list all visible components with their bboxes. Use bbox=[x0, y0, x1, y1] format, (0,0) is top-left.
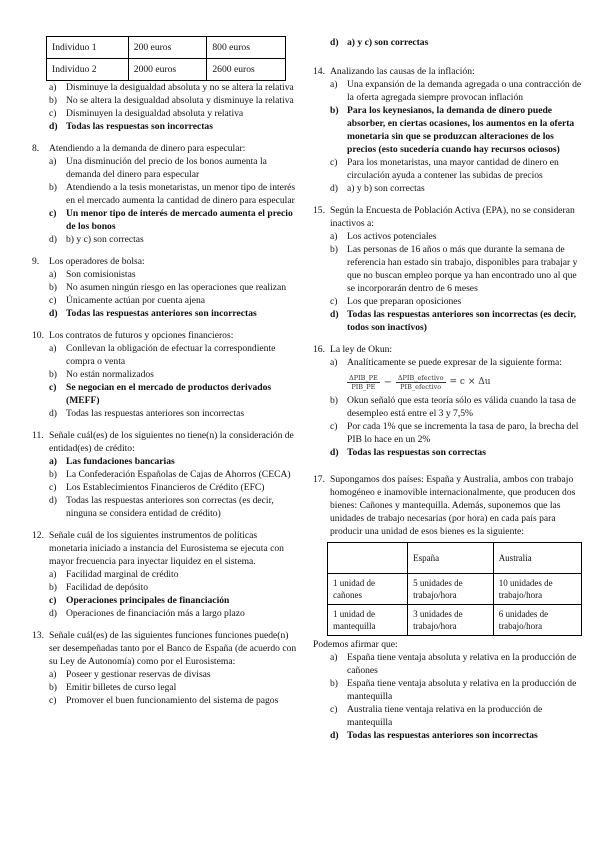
option-letter: b) bbox=[49, 182, 57, 193]
option bbox=[32, 468, 297, 481]
question bbox=[313, 204, 585, 334]
question-text: Según la Encuesta de Población Activa (EPA), no se consideran inactivos a: bbox=[330, 205, 575, 229]
option bbox=[32, 342, 297, 368]
table-cell: 800 euros bbox=[207, 37, 286, 59]
option-letter: c) bbox=[49, 482, 57, 493]
option-letter: c) bbox=[49, 382, 57, 393]
option bbox=[313, 104, 585, 156]
question-lead: Podemos afirmar que: bbox=[313, 639, 398, 650]
option bbox=[32, 668, 297, 681]
option-text: Emitir billetes de curso legal bbox=[66, 682, 177, 693]
table-cell: 3 unidades de trabajo/hora bbox=[408, 605, 494, 636]
question-number: 15. bbox=[313, 205, 325, 216]
option-text: Todas las respuestas anteriores son incorrectas (es decir, todos son inactivos) bbox=[347, 309, 576, 333]
option-text: Todas las respuestas anteriores son incorrectas bbox=[347, 730, 538, 741]
option-letter: b) bbox=[330, 105, 339, 116]
option-letter: a) bbox=[49, 669, 57, 680]
option-letter: a) bbox=[330, 652, 338, 663]
option-letter: b) bbox=[49, 282, 57, 293]
option bbox=[32, 581, 297, 594]
question bbox=[32, 629, 297, 707]
option bbox=[313, 182, 585, 195]
labor-table bbox=[327, 542, 582, 636]
option-text: Un menor tipo de interés de mercado aumenta el precio de los bonos bbox=[66, 208, 293, 232]
option-letter: c) bbox=[330, 157, 338, 168]
option-letter: d) bbox=[49, 234, 57, 245]
option-text: No están normalizados bbox=[66, 369, 154, 380]
option bbox=[313, 651, 585, 677]
question-text: Señale cuál(es) de los siguientes no tiene(n) la consideración de entidad(es) de crédito: bbox=[49, 430, 294, 454]
option-text: Facilidad marginal de crédito bbox=[66, 569, 179, 580]
table-row bbox=[328, 605, 582, 636]
option-text: Únicamente actúan por cuenta ajena bbox=[66, 295, 206, 306]
option-letter: d) bbox=[49, 308, 58, 319]
option bbox=[32, 233, 297, 246]
option-letter: b) bbox=[330, 395, 338, 406]
option-text: Por cada 1% que se incrementa la tasa de paro, la brecha del PIB lo hace en un 2% bbox=[347, 421, 579, 445]
table-cell: Australia bbox=[493, 543, 581, 574]
option-text: Disminuyen la desigualdad absoluta y relativa bbox=[66, 108, 244, 119]
option bbox=[32, 307, 297, 320]
option-text: Okun señaló que esta teoría sólo es válida cuando la tasa de desempleo está entre el 3 y 7,5% bbox=[347, 395, 576, 419]
option bbox=[32, 268, 297, 281]
question-text: Atendiendo a la demanda de dinero para especular: bbox=[49, 143, 246, 154]
option bbox=[313, 36, 585, 49]
question bbox=[32, 429, 297, 520]
option bbox=[32, 607, 297, 620]
option bbox=[32, 694, 297, 707]
income-table bbox=[46, 36, 286, 81]
option-letter: b) bbox=[49, 469, 57, 480]
option-letter: c) bbox=[49, 295, 57, 306]
option bbox=[32, 81, 297, 94]
option bbox=[32, 594, 297, 607]
option-text: Una disminución del precio de los bonos aumenta la demanda del dinero para especular bbox=[66, 156, 267, 180]
option bbox=[313, 703, 585, 729]
option bbox=[32, 455, 297, 468]
question-text: Los contratos de futuros y opciones financieros: bbox=[49, 330, 234, 341]
option-letter: a) bbox=[330, 357, 338, 368]
option-text: Las personas de 16 años o más que durante la semana de referencia han estado sin trabajo, disponibles para trabajar y que no buscan empleo porque ya han encontrado uno al que se incorporarán dentro de 6 meses bbox=[347, 244, 578, 294]
option-text: Operaciones principales de financiación bbox=[66, 595, 230, 606]
question-number: 11. bbox=[32, 430, 44, 441]
option-text: Una expansión de la demanda agregada o una contracción de la oferta agregada siempre provocan inflación bbox=[347, 79, 582, 103]
question-number: 17. bbox=[313, 474, 325, 485]
table-row bbox=[47, 37, 286, 59]
option-text: Se negocian en el mercado de productos derivados (MEFF) bbox=[66, 382, 272, 406]
option-text: Para los keynesianos, la demanda de dinero puede absorber, en ciertas ocasiones, los aumentos en la oferta monetaria sin que se produzcan alteraciones de los precios (esto sucedería cuando hay recursos ociosos) bbox=[347, 105, 575, 155]
option-text: Analíticamente se puede expresar de la siguiente forma: bbox=[347, 357, 562, 368]
question-text: Señale cuál(es) de las siguientes funciones funciones puede(n) ser desempeñadas tanto por el Banco de España (de acuerdo con su Ley de Autonomía) como por el Eurosistema: bbox=[49, 630, 297, 667]
option bbox=[313, 243, 585, 295]
option bbox=[32, 155, 297, 181]
option bbox=[32, 381, 297, 407]
option-text: Conllevan la obligación de efectuar la correspondiente compra o venta bbox=[66, 343, 276, 367]
option-text: Para los monetaristas, una mayor cantidad de dinero en circulación ayuda a contener las subidas de precios bbox=[347, 157, 559, 181]
option-letter: a) bbox=[49, 569, 57, 580]
option-text: Facilidad de depósito bbox=[66, 582, 149, 593]
option-text: Todas las respuestas anteriores son correctas (es decir, ninguna se considera entidad de crédito) bbox=[66, 495, 274, 519]
right-column bbox=[313, 36, 585, 751]
questions-right bbox=[313, 65, 585, 334]
option-text: Atendiendo a la tesis monetaristas, un menor tipo de interés en el mercado aumenta la cantidad de dinero para especular bbox=[66, 182, 296, 206]
option-letter: d) bbox=[49, 495, 57, 506]
formula-minus: − bbox=[383, 377, 392, 388]
question-16 bbox=[313, 343, 585, 459]
question bbox=[32, 529, 297, 620]
option-text: España tiene ventaja absoluta y relativa en la producción de cañones bbox=[347, 652, 577, 676]
option-letter: c) bbox=[49, 108, 57, 119]
table-cell: 1 unidad de mantequilla bbox=[328, 605, 408, 636]
option bbox=[313, 394, 585, 420]
option-text: Son comisionistas bbox=[66, 269, 136, 280]
table-cell: 1 unidad de cañones bbox=[328, 574, 408, 605]
question-number: 12. bbox=[32, 530, 44, 541]
option bbox=[32, 294, 297, 307]
option-text: Todas las respuestas anteriores son incorrectas bbox=[66, 408, 245, 419]
option bbox=[313, 78, 585, 104]
option bbox=[32, 568, 297, 581]
option-text: España tiene ventaja absoluta y relativa en la producción de mantequilla bbox=[347, 678, 577, 702]
option-text: a) y b) son correctas bbox=[347, 183, 425, 194]
question-text: La ley de Okun: bbox=[330, 344, 393, 355]
table-row bbox=[47, 59, 286, 81]
option-letter: a) bbox=[49, 82, 57, 93]
question bbox=[32, 142, 297, 246]
option-letter: a) bbox=[49, 156, 57, 167]
option-letter: c) bbox=[330, 704, 338, 715]
option-letter: a) bbox=[49, 343, 57, 354]
option bbox=[32, 207, 297, 233]
table-cell: 10 unidades de trabajo/hora bbox=[493, 574, 581, 605]
option-letter: c) bbox=[330, 421, 338, 432]
question-text: Supongamos dos países: España y Australia, ambos con trabajo homogéneo e inamovible internacionalmente, que producen dos bienes: Cañones y mantequilla. Además, suponemos que las unidades de trabajo necesarias (por hora) en cada país para producir una unidad de esos bienes es la siguiente: bbox=[330, 474, 576, 537]
option-text: Los activos potenciales bbox=[347, 231, 437, 242]
table-cell: 5 unidades de trabajo/hora bbox=[408, 574, 494, 605]
option bbox=[313, 230, 585, 243]
option-letter: d) bbox=[49, 121, 58, 132]
table-cell bbox=[328, 543, 408, 574]
option-letter: d) bbox=[49, 408, 57, 419]
table-row bbox=[328, 574, 582, 605]
option bbox=[32, 681, 297, 694]
option bbox=[313, 308, 585, 334]
table-cell: 200 euros bbox=[128, 37, 207, 59]
question-17 bbox=[313, 473, 585, 742]
option-letter: c) bbox=[49, 695, 57, 706]
option-text: Promover el buen funcionamiento del sistema de pagos bbox=[66, 695, 279, 706]
option bbox=[313, 156, 585, 182]
option-letter: b) bbox=[330, 678, 338, 689]
option-letter: c) bbox=[49, 208, 57, 219]
question bbox=[313, 65, 585, 195]
option bbox=[32, 181, 297, 207]
question-text: Señale cuál de los siguientes instrumentos de políticas monetaria iniciado a instancia del Eurosistema se ejecuta con mayor frecuencia para inyectar liquidez en el sistema. bbox=[49, 530, 284, 567]
option bbox=[313, 420, 585, 446]
option-text: No se altera la desigualdad absoluta y disminuye la relativa bbox=[66, 95, 294, 106]
table-cell: España bbox=[408, 543, 494, 574]
option-text: La Confederación Españolas de Cajas de Ahorros (CECA) bbox=[66, 469, 291, 480]
table-cell: Individuo 2 bbox=[47, 59, 129, 81]
option-text: Los que preparan oposiciones bbox=[347, 296, 462, 307]
option-text: a) y c) son correctas bbox=[347, 37, 429, 48]
option-letter: d) bbox=[330, 730, 339, 741]
table-cell: Individuo 1 bbox=[47, 37, 129, 59]
option-letter: a) bbox=[330, 231, 338, 242]
table-cell: 6 unidades de trabajo/hora bbox=[493, 605, 581, 636]
option-letter: a) bbox=[330, 79, 338, 90]
option-text: Operaciones de financiación más a largo plazo bbox=[66, 608, 245, 619]
question-number: 16. bbox=[313, 344, 325, 355]
option bbox=[32, 494, 297, 520]
option bbox=[313, 356, 585, 369]
question-text: Los operadores de bolsa: bbox=[49, 256, 145, 267]
question-number: 14. bbox=[313, 66, 325, 77]
option-text: b) y c) son correctas bbox=[66, 234, 144, 245]
option-text: Australia tiene ventaja relativa en la producción de mantequilla bbox=[347, 704, 543, 728]
option-text: Todas las respuestas son correctas bbox=[347, 447, 486, 458]
option-text: Todas las respuestas anteriores son incorrectas bbox=[66, 308, 257, 319]
option-text: Disminuye la desigualdad absoluta y no se altera la relativa bbox=[66, 82, 294, 93]
option-letter: b) bbox=[49, 582, 57, 593]
option bbox=[32, 94, 297, 107]
option-text: Las fundaciones bancarias bbox=[66, 456, 175, 467]
formula-den-2: PIB_efectivo bbox=[400, 383, 442, 391]
table-cell: 2000 euros bbox=[128, 59, 207, 81]
table-row bbox=[328, 543, 582, 574]
question-13-continuation bbox=[313, 36, 585, 49]
option-letter: a) bbox=[49, 456, 57, 467]
formula-num-2: ΔPIB_efectivo bbox=[397, 374, 444, 382]
option-letter: b) bbox=[330, 244, 338, 255]
option-text: Todas las respuestas son incorrectas bbox=[66, 121, 213, 132]
table-cell: 2600 euros bbox=[207, 59, 286, 81]
option-letter: d) bbox=[330, 37, 339, 48]
option bbox=[313, 729, 585, 742]
formula-den-1: PIB_PE bbox=[351, 383, 376, 391]
question-text: Analizando las causas de la inflación: bbox=[330, 66, 475, 77]
question-number: 10. bbox=[32, 330, 44, 341]
option-letter: a) bbox=[49, 269, 57, 280]
question bbox=[32, 329, 297, 420]
formula-rhs: = c × Δu bbox=[449, 377, 491, 387]
option-letter: b) bbox=[49, 682, 57, 693]
option-letter: c) bbox=[330, 296, 338, 307]
okun-formula bbox=[313, 371, 585, 391]
option bbox=[32, 407, 297, 420]
option bbox=[32, 107, 297, 120]
option bbox=[313, 446, 585, 459]
option bbox=[32, 120, 297, 133]
option bbox=[32, 481, 297, 494]
option-text: No asumen ningún riesgo en las operaciones que realizan bbox=[66, 282, 287, 293]
option-letter: b) bbox=[49, 95, 57, 106]
question-7-options bbox=[32, 81, 297, 133]
option bbox=[32, 368, 297, 381]
questions-left bbox=[32, 142, 297, 707]
question-number: 13. bbox=[32, 630, 44, 641]
question bbox=[32, 255, 297, 320]
formula-num-1: ΔPIB_PE bbox=[349, 374, 378, 382]
option-letter: d) bbox=[330, 447, 339, 458]
option bbox=[313, 295, 585, 308]
option-letter: b) bbox=[49, 369, 57, 380]
option-letter: c) bbox=[49, 595, 57, 606]
question-number: 8. bbox=[32, 143, 40, 154]
option-text: Los Establecimientos Financieros de Crédito (EFC) bbox=[66, 482, 265, 493]
option bbox=[32, 281, 297, 294]
left-column bbox=[32, 36, 297, 716]
option bbox=[313, 677, 585, 703]
option-letter: d) bbox=[49, 608, 57, 619]
option-letter: d) bbox=[330, 183, 338, 194]
option-letter: d) bbox=[330, 309, 339, 320]
option-text: Poseer y gestionar reservas de divisas bbox=[66, 669, 211, 680]
question-number: 9. bbox=[32, 256, 40, 267]
